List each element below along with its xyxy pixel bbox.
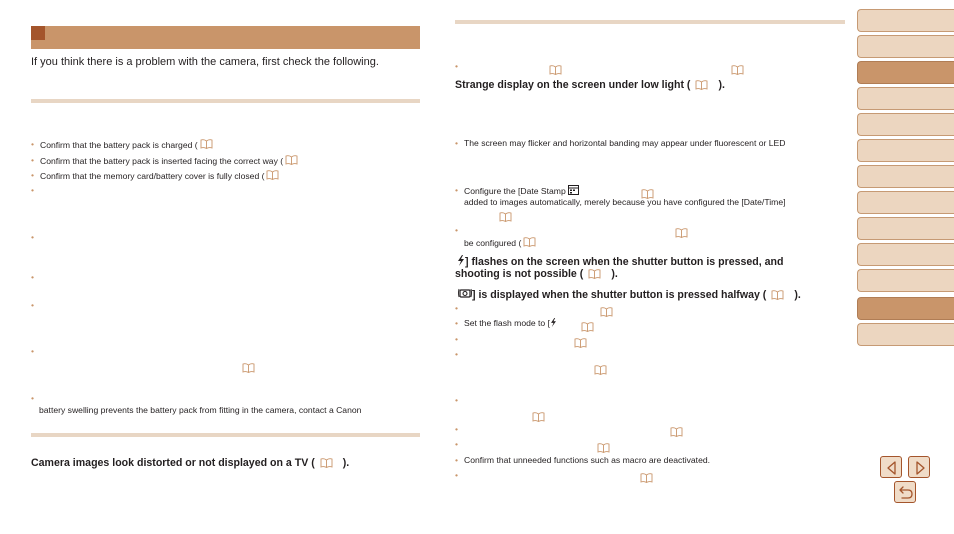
battery-swelling-text: battery swelling prevents the battery pack from fitting in the camera, contact a Canon (39, 405, 362, 415)
shake-heading-text: ] is displayed when the shutter button is pressed halfway ( (472, 289, 767, 301)
book-icon[interactable] (670, 424, 683, 434)
tv-heading (31, 457, 349, 470)
book-icon[interactable] (549, 62, 562, 72)
divider (31, 99, 420, 103)
book-icon[interactable] (731, 62, 744, 72)
list-item-text: Confirm that the memory card/battery cover is fully closed ( (40, 171, 265, 181)
book-icon[interactable] (594, 362, 607, 372)
shake-heading-suffix: ). (794, 289, 801, 301)
low-light-heading-suffix: ). (718, 79, 725, 91)
date-stamp-continuation: added to images automatically, merely because you have configured the [Date/Time] (464, 197, 786, 207)
book-icon[interactable] (597, 440, 610, 450)
section-header-bar (31, 26, 420, 49)
divider (31, 433, 420, 437)
book-icon[interactable] (581, 319, 594, 329)
return-icon (895, 482, 917, 504)
nav-tab[interactable] (857, 269, 954, 292)
nav-tab-active[interactable] (857, 297, 954, 320)
nav-tab[interactable] (857, 139, 954, 162)
flash-heading-line2 (455, 268, 618, 281)
nav-tab[interactable] (857, 35, 954, 58)
book-icon[interactable] (600, 304, 613, 314)
nav-tab[interactable] (857, 165, 954, 188)
book-icon[interactable] (242, 360, 255, 370)
arrow-right-icon (909, 457, 931, 479)
divider (455, 20, 845, 24)
book-icon[interactable] (574, 335, 587, 345)
nav-tab[interactable] (857, 191, 954, 214)
list-item-text: Confirm that the battery pack is inserted facing the correct way ( (40, 156, 284, 166)
flash-heading-text: ] flashes on the screen when the shutter button is pressed, and (465, 256, 784, 268)
nav-tab[interactable] (857, 243, 954, 266)
book-icon[interactable] (692, 79, 718, 89)
tv-heading-suffix: ). (342, 457, 350, 469)
nav-tab[interactable] (857, 217, 954, 240)
list-item-text: The screen may flicker and horizontal banding may appear under fluorescent or LED (464, 138, 786, 148)
book-icon[interactable] (317, 457, 343, 467)
camera-shake-icon (458, 287, 472, 303)
flash-heading-text-2: shooting is not possible ( (455, 268, 584, 280)
nav-tab-active[interactable] (857, 61, 954, 84)
section-marker (31, 26, 45, 40)
book-icon[interactable] (640, 470, 653, 480)
book-icon[interactable] (675, 225, 688, 235)
list-item-text: Confirm that unneeded functions such as macro are deactivated. (464, 455, 711, 465)
book-icon[interactable] (532, 409, 545, 419)
nav-tab[interactable] (857, 9, 954, 32)
book-icon[interactable] (200, 139, 213, 149)
list-item-text: Confirm that the battery pack is charged ( (40, 140, 198, 150)
nav-tab[interactable] (857, 323, 954, 346)
book-icon[interactable] (266, 170, 279, 180)
low-light-heading (455, 79, 725, 92)
be-configured-text (464, 237, 536, 249)
shake-heading (458, 287, 801, 303)
be-configured-label: be configured ( (464, 238, 522, 248)
book-icon[interactable] (285, 155, 298, 165)
book-icon[interactable] (641, 186, 654, 196)
nav-tab[interactable] (857, 87, 954, 110)
list-item-text: Set the flash mode to [ (464, 318, 550, 328)
book-icon[interactable] (585, 268, 611, 278)
tv-heading-text: Camera images look distorted or not displayed on a TV ( (31, 457, 315, 469)
back-button[interactable] (894, 481, 916, 503)
prev-page-button[interactable] (880, 456, 902, 478)
intro-text: If you think there is a problem with the camera, first check the following. (31, 56, 379, 68)
nav-tab[interactable] (857, 113, 954, 136)
book-icon[interactable] (768, 289, 794, 299)
book-icon[interactable] (499, 209, 512, 219)
flash-icon (550, 318, 557, 330)
arrow-left-icon (881, 457, 903, 479)
low-light-heading-text: Strange display on the screen under low light ( (455, 79, 691, 91)
flash-heading-suffix: ). (611, 268, 618, 280)
next-page-button[interactable] (908, 456, 930, 478)
list-item-text: Configure the [Date Stamp (464, 186, 566, 196)
book-icon[interactable] (523, 237, 536, 247)
